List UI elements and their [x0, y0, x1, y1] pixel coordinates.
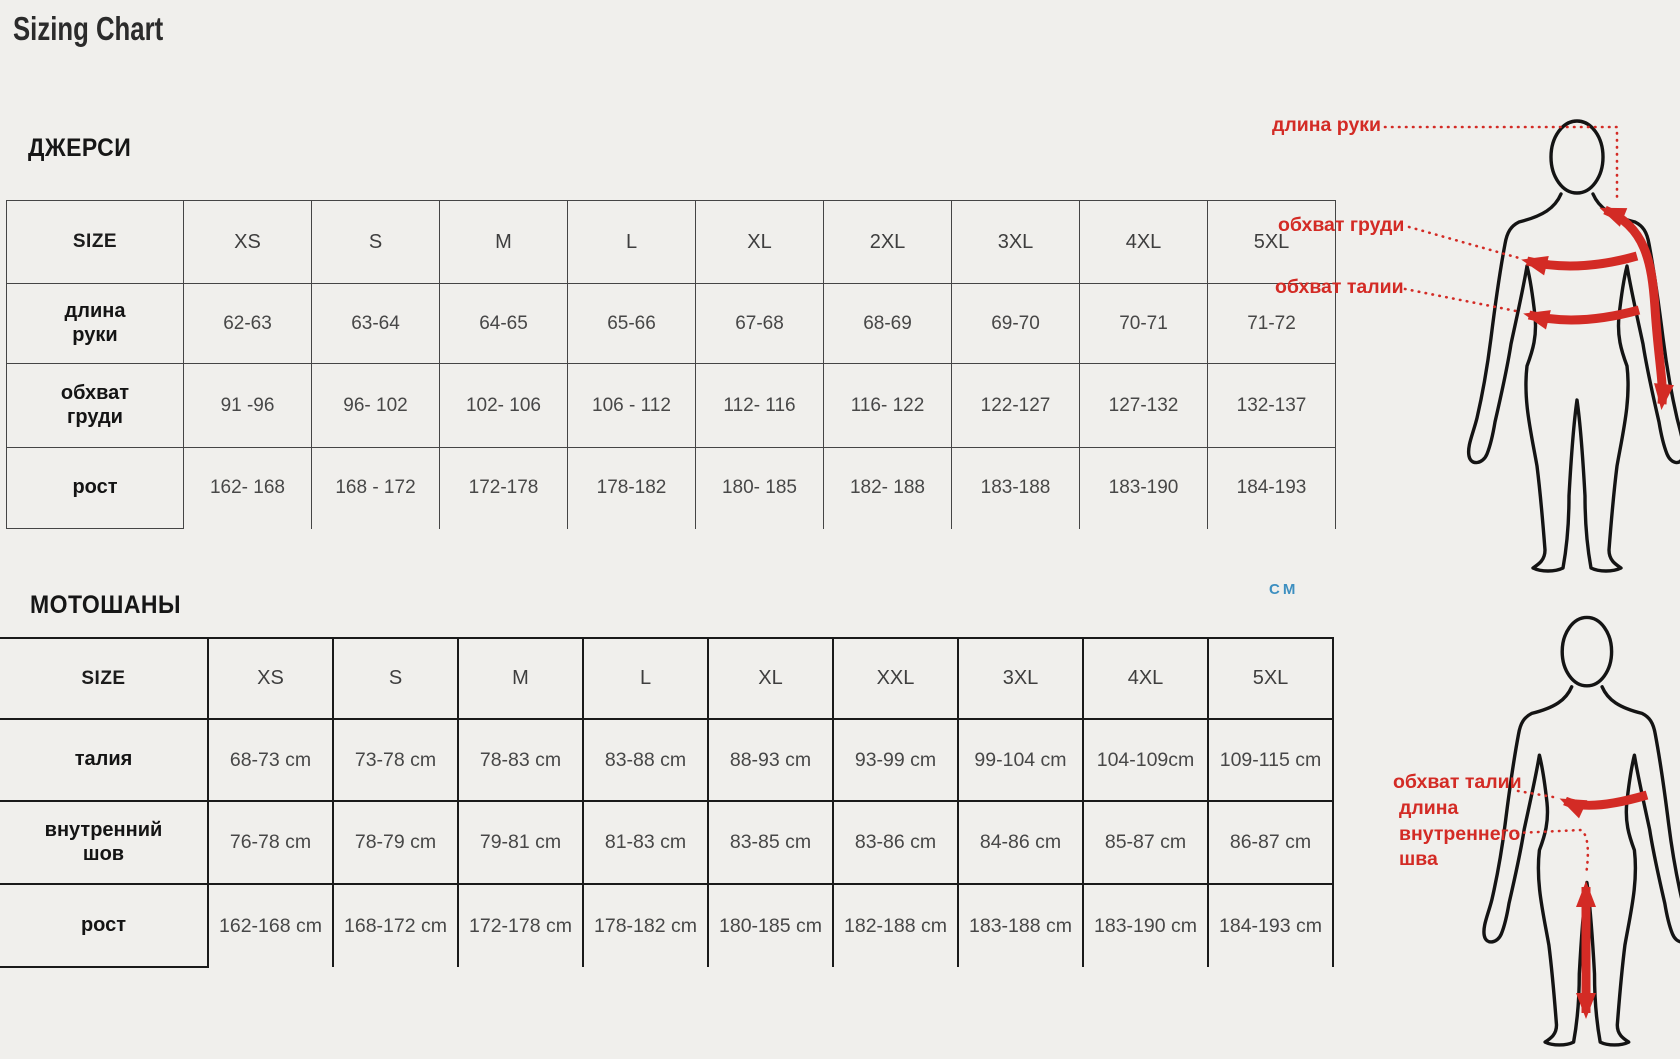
- pants-waist-row: [0, 719, 1333, 801]
- inseam-label: длина внутреннего шва: [1399, 797, 1521, 870]
- value-cell: 172-178: [440, 448, 568, 529]
- column-header: S: [333, 638, 458, 719]
- value-cell: 178-182 cm: [583, 884, 708, 967]
- waist-leader-dots: [1405, 289, 1521, 312]
- value-cell: 122-127: [952, 364, 1080, 448]
- value-cell: 70-71: [1080, 284, 1208, 364]
- value-cell: 183-190: [1080, 448, 1208, 529]
- value-cell: 93-99 cm: [833, 719, 958, 801]
- pants-section-title: МОТОШАНЫ: [30, 591, 181, 619]
- value-cell: 183-188: [952, 448, 1080, 529]
- value-cell: 184-193: [1208, 448, 1336, 529]
- pants-inseam-row: [0, 801, 1333, 884]
- value-cell: 71-72: [1208, 284, 1336, 364]
- row-label: длина руки: [7, 284, 184, 364]
- pants-header-row: [0, 638, 1333, 719]
- value-cell: 96- 102: [312, 364, 440, 448]
- column-header: M: [440, 201, 568, 284]
- row-label: рост: [7, 448, 184, 529]
- size-header-cell: SIZE: [0, 638, 208, 719]
- value-cell: 99-104 cm: [958, 719, 1083, 801]
- jersey-arm-length-row: [7, 284, 1336, 364]
- column-header: 4XL: [1080, 201, 1208, 284]
- column-header: L: [568, 201, 696, 284]
- value-cell: 88-93 cm: [708, 719, 833, 801]
- value-cell: 83-86 cm: [833, 801, 958, 884]
- value-cell: 182- 188: [824, 448, 952, 529]
- value-cell: 127-132: [1080, 364, 1208, 448]
- value-cell: 162-168 cm: [208, 884, 333, 967]
- waist-label: обхват талии: [1275, 276, 1404, 298]
- value-cell: 84-86 cm: [958, 801, 1083, 884]
- figure-head: [1551, 121, 1603, 193]
- value-cell: 76-78 cm: [208, 801, 333, 884]
- value-cell: 104-109cm: [1083, 719, 1208, 801]
- value-cell: 91 -96: [184, 364, 312, 448]
- chest-leader-dots: [1409, 227, 1519, 258]
- waist-arrow: [1565, 795, 1647, 805]
- value-cell: 182-188 cm: [833, 884, 958, 967]
- value-cell: 68-69: [824, 284, 952, 364]
- value-cell: 86-87 cm: [1208, 801, 1333, 884]
- chest-label: обхват груди: [1278, 214, 1405, 236]
- value-cell: 81-83 cm: [583, 801, 708, 884]
- value-cell: 184-193 cm: [1208, 884, 1333, 967]
- column-header: XS: [208, 638, 333, 719]
- column-header: 4XL: [1083, 638, 1208, 719]
- column-header: XXL: [833, 638, 958, 719]
- figure-head: [1562, 617, 1611, 685]
- column-header: L: [583, 638, 708, 719]
- value-cell: 83-88 cm: [583, 719, 708, 801]
- jersey-size-table: [6, 200, 1336, 529]
- value-cell: 65-66: [568, 284, 696, 364]
- column-header: XL: [708, 638, 833, 719]
- value-cell: 79-81 cm: [458, 801, 583, 884]
- value-cell: 69-70: [952, 284, 1080, 364]
- value-cell: 67-68: [696, 284, 824, 364]
- value-cell: 83-85 cm: [708, 801, 833, 884]
- column-header: M: [458, 638, 583, 719]
- value-cell: 168 - 172: [312, 448, 440, 529]
- column-header: S: [312, 201, 440, 284]
- arm-length-label: длина руки: [1272, 114, 1382, 136]
- jersey-header-row: [7, 201, 1336, 284]
- column-header: 3XL: [958, 638, 1083, 719]
- value-cell: 172-178 cm: [458, 884, 583, 967]
- column-header: XS: [184, 201, 312, 284]
- jersey-section-title: ДЖЕРСИ: [28, 134, 132, 162]
- value-cell: 63-64: [312, 284, 440, 364]
- value-cell: 102- 106: [440, 364, 568, 448]
- value-cell: 62-63: [184, 284, 312, 364]
- pants-size-table: [0, 637, 1334, 968]
- value-cell: 64-65: [440, 284, 568, 364]
- value-cell: 183-190 cm: [1083, 884, 1208, 967]
- value-cell: 73-78 cm: [333, 719, 458, 801]
- column-header: 5XL: [1208, 638, 1333, 719]
- value-cell: 85-87 cm: [1083, 801, 1208, 884]
- waist-label: обхват талии: [1393, 771, 1522, 793]
- value-cell: 168-172 cm: [333, 884, 458, 967]
- column-header: XL: [696, 201, 824, 284]
- value-cell: 178-182: [568, 448, 696, 529]
- value-cell: 106 - 112: [568, 364, 696, 448]
- lower-body-figure: [1255, 575, 1680, 1059]
- value-cell: 132-137: [1208, 364, 1336, 448]
- value-cell: 109-115 cm: [1208, 719, 1333, 801]
- jersey-chest-row: [7, 364, 1336, 448]
- value-cell: 183-188 cm: [958, 884, 1083, 967]
- chest-arrow: [1527, 256, 1637, 266]
- row-label: обхват груди: [7, 364, 184, 448]
- column-header: 2XL: [824, 201, 952, 284]
- row-label: рост: [0, 884, 208, 967]
- upper-body-figure-svg: [1255, 110, 1680, 580]
- cm-unit-label: CM: [1269, 581, 1299, 598]
- value-cell: 112- 116: [696, 364, 824, 448]
- value-cell: 68-73 cm: [208, 719, 333, 801]
- pants-height-row: [0, 884, 1333, 967]
- value-cell: 116- 122: [824, 364, 952, 448]
- size-header-cell: SIZE: [7, 201, 184, 284]
- arm-length-leader-dots: [1385, 127, 1617, 198]
- column-header: 3XL: [952, 201, 1080, 284]
- column-header: 5XL: [1208, 201, 1336, 284]
- value-cell: 180-185 cm: [708, 884, 833, 967]
- value-cell: 78-79 cm: [333, 801, 458, 884]
- page-title: Sizing Chart: [13, 10, 164, 47]
- row-label: талия: [0, 719, 208, 801]
- upper-body-figure: [1255, 110, 1680, 580]
- value-cell: 180- 185: [696, 448, 824, 529]
- row-label: внутренний шов: [0, 801, 208, 884]
- waist-arrow: [1529, 310, 1639, 320]
- value-cell: 78-83 cm: [458, 719, 583, 801]
- value-cell: 162- 168: [184, 448, 312, 529]
- jersey-height-row: [7, 448, 1336, 529]
